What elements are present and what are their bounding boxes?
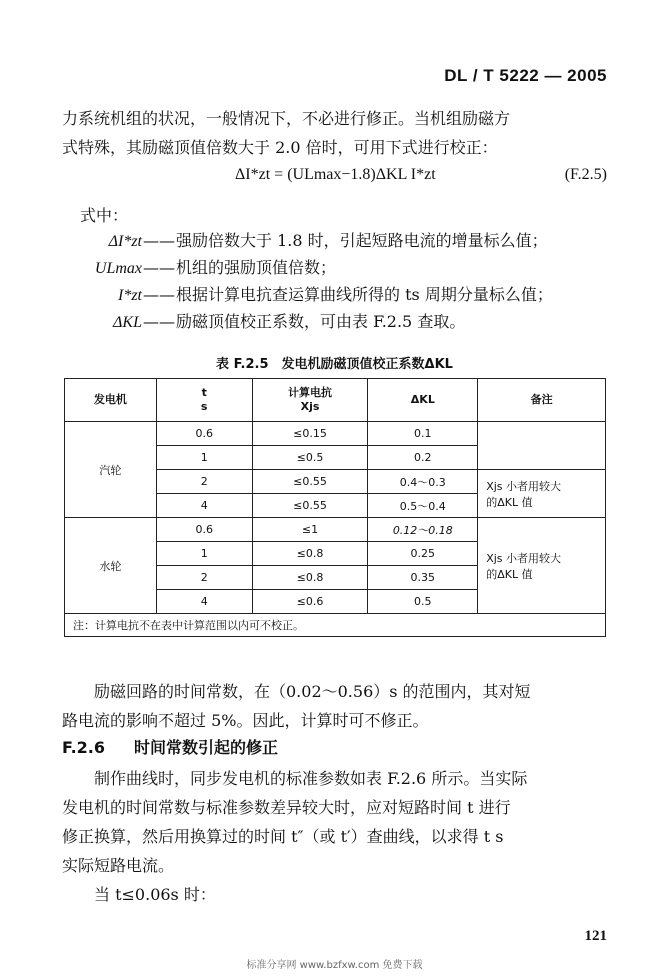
section-heading bbox=[62, 735, 278, 758]
cell-t: 4 bbox=[156, 590, 252, 614]
definition-symbol: ΔI*zt bbox=[108, 233, 142, 250]
definition-item: ULmax——机组的强励顶值倍数； bbox=[62, 255, 610, 281]
table-row bbox=[65, 518, 606, 542]
definition-item: I*zt——根据计算电抗查运算曲线所得的 ts 周期分量标么值； bbox=[62, 282, 610, 308]
watermark-footer: 标准分享网 www.bzfxw.com 免费下载 bbox=[246, 960, 423, 971]
definition-symbol: I*zt bbox=[118, 287, 142, 304]
note-steam: Xjs 小者用较大 的ΔKL 值 bbox=[478, 470, 606, 518]
header-time: t s bbox=[156, 379, 252, 422]
definition-text: 机组的强励顶值倍数； bbox=[176, 258, 337, 277]
cell-t: 1 bbox=[156, 542, 252, 566]
cell-x: ≤0.55 bbox=[252, 470, 368, 494]
para2-line-1: 励磁回路的时间常数，在（0.02～0.56）s 的范围内，其对短 bbox=[94, 682, 531, 701]
table-row bbox=[65, 422, 606, 446]
definition-item: ΔI*zt——强励倍数大于 1.8 时，引起短路电流的增量标么值； bbox=[62, 228, 610, 254]
para3-line-2: 发电机的时间常数与标准参数差异较大时，应对短路时间 t 进行 bbox=[62, 798, 511, 817]
page-number: 121 bbox=[584, 928, 607, 944]
cell-x: ≤0.6 bbox=[252, 590, 368, 614]
cell-x: ≤1 bbox=[252, 518, 368, 542]
cell-x: ≤0.55 bbox=[252, 494, 368, 518]
cell-t: 0.6 bbox=[156, 518, 252, 542]
para2-line-2: 路电流的影响不超过 5%。因此，计算时可不修正。 bbox=[62, 711, 429, 730]
cell-t: 0.6 bbox=[156, 422, 252, 446]
cell-t: 2 bbox=[156, 566, 252, 590]
definition-symbol: ΔKL bbox=[113, 314, 142, 331]
cell-x: ≤0.8 bbox=[252, 542, 368, 566]
where-label: 式中： bbox=[80, 206, 129, 225]
cell-t: 2 bbox=[156, 470, 252, 494]
group-name-steam: 汽轮 bbox=[65, 422, 157, 518]
formula: ΔI*zt = (ULmax−1.8)ΔKL I*zt bbox=[235, 166, 436, 183]
correction-table bbox=[64, 378, 606, 637]
table-header-row bbox=[65, 379, 606, 422]
cell-x: ≤0.8 bbox=[252, 566, 368, 590]
cell-t: 1 bbox=[156, 446, 252, 470]
definition-item: ΔKL——励磁顶值校正系数，可由表 F.2.5 查取。 bbox=[62, 309, 610, 335]
table-footnote: 注：计算电抗不在表中计算范围以内可不校正。 bbox=[65, 614, 606, 637]
document-code: DL / T 5222 — 2005 bbox=[444, 66, 607, 85]
section-title: 时间常数引起的修正 bbox=[134, 738, 279, 757]
note-hydro: Xjs 小者用较大 的ΔKL 值 bbox=[478, 518, 606, 614]
cell-dk: 0.2 bbox=[368, 446, 478, 470]
header-reactance: 计算电抗 Xjs bbox=[252, 379, 368, 422]
para3-line-3: 修正换算，然后用换算过的时间 t″（或 t′）查曲线，以求得 t s bbox=[62, 827, 504, 846]
cell-dk: 0.12～0.18 bbox=[368, 518, 478, 542]
table-title: 表 F.2.5 发电机励磁顶值校正系数ΔKL bbox=[216, 357, 453, 372]
header-delta-k: ΔKL bbox=[368, 379, 478, 422]
definition-symbol: ULmax bbox=[94, 260, 142, 277]
cell-dk: 0.4～0.3 bbox=[368, 470, 478, 494]
section-number: F.2.6 bbox=[62, 738, 105, 757]
definition-text: 励磁顶值校正系数，可由表 F.2.5 查取。 bbox=[176, 312, 466, 331]
group-name-hydro: 水轮 bbox=[65, 518, 157, 614]
cell-x: ≤0.5 bbox=[252, 446, 368, 470]
cell-dk: 0.1 bbox=[368, 422, 478, 446]
definition-text: 根据计算电抗查运算曲线所得的 ts 周期分量标么值； bbox=[176, 285, 553, 304]
formula-number: (F.2.5) bbox=[564, 166, 607, 183]
table-footnote-row bbox=[65, 614, 606, 637]
cell-t: 4 bbox=[156, 494, 252, 518]
definition-text: 强励倍数大于 1.8 时，引起短路电流的增量标么值； bbox=[176, 231, 548, 250]
cell-dk: 0.5 bbox=[368, 590, 478, 614]
header-generator: 发电机 bbox=[65, 379, 157, 422]
note-empty bbox=[478, 422, 606, 470]
cell-x: ≤0.15 bbox=[252, 422, 368, 446]
cell-dk: 0.25 bbox=[368, 542, 478, 566]
para3-line-4: 实际短路电流。 bbox=[62, 856, 175, 875]
para3-line-1: 制作曲线时，同步发电机的标准参数如表 F.2.6 所示。当实际 bbox=[94, 769, 528, 788]
condition-line: 当 t≤0.06s 时： bbox=[94, 885, 216, 904]
cell-dk: 0.5～0.4 bbox=[368, 494, 478, 518]
cell-dk: 0.35 bbox=[368, 566, 478, 590]
intro-line-2: 式特殊，其励磁顶值倍数大于 2.0 倍时，可用下式进行校正： bbox=[62, 138, 498, 157]
intro-line-1: 力系统机组的状况，一般情况下，不必进行修正。当机组励磁方 bbox=[62, 109, 511, 128]
header-note: 备注 bbox=[478, 379, 606, 422]
